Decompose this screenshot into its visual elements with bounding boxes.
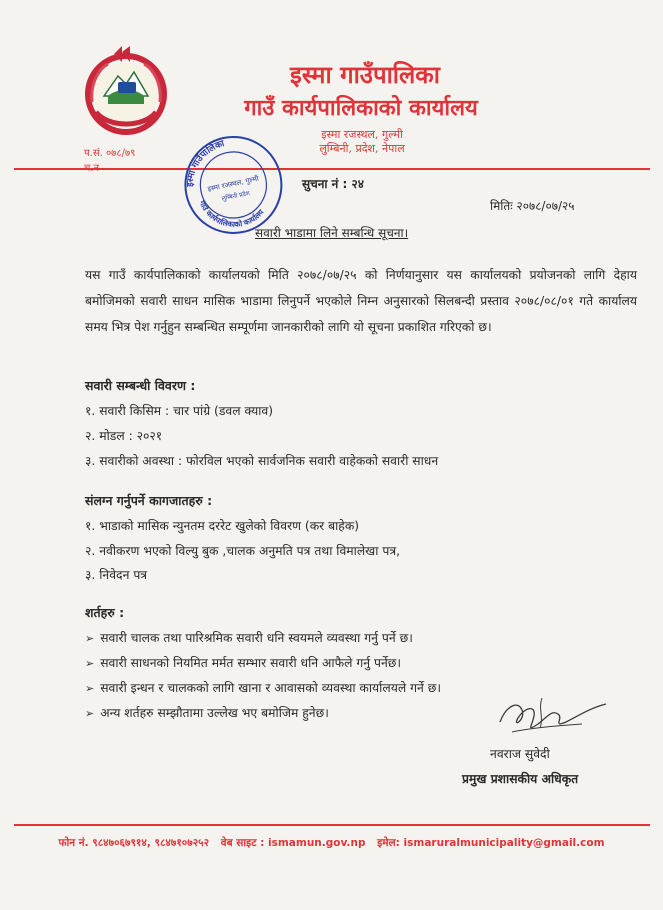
- stamp-text-mid: गाउँ कार्यपालिकाको कार्यालय: [197, 199, 266, 230]
- stamp-text-top: इस्मा गाउँपालिका: [185, 139, 226, 187]
- footer-contact: [0, 836, 663, 850]
- condition-text: अन्य शर्तहरु सम्झौतामा उल्लेख भए बमोजिम हुनेछ।: [100, 706, 329, 720]
- documents-title: संलग्न गर्नुपर्ने कागजातहरु :: [85, 493, 213, 508]
- dispatch-number: [84, 160, 99, 174]
- vehicle-details-title: सवारी सम्बन्धी विवरण :: [85, 378, 196, 393]
- notice-body: यस गाउँ कार्यपालिकाको कार्यालयको मिति २०७८/०७/२५ को निर्णयानुसार यस कार्यालयको प्रयोजनको लागि देहाय बमोजिमको सवारी साधन मासिक भाडामा लिनुपर्ने भएकोले निम्न अनुसारको सिलबन्दी प्रस्ताव २०७८/०८/०१ गते कार्यालय समय भित्र पेश गर्नुहुन सम्बन्धित सम्पूर्णमा जानकारीको लागि यो सूचना प्रकाशित गरिएको छ।: [85, 268, 637, 334]
- address-line-1: इस्मा रजस्थल, गुल्मी: [321, 128, 403, 141]
- footer-web-label: वेब साइट :: [220, 837, 269, 849]
- notice-subject: सवारी भाडामा लिने सम्बन्धि सूचना।: [255, 226, 409, 240]
- header-divider: [14, 168, 650, 170]
- address-line-2: लुम्बिनी, प्रदेश, नेपाल: [319, 142, 405, 155]
- vehicle-detail-item: १. सवारी किसिम : चार पांग्रे (डवल क्याव): [85, 404, 274, 418]
- condition-text: सवारी चालक तथा पारिश्रमिक सवारी धनि स्वयमले व्यवस्था गर्नु पर्ने छ।: [100, 631, 413, 645]
- condition-item: [85, 704, 329, 721]
- notice-date: मितिः २०७८/०७/२५: [490, 199, 575, 213]
- footer-email-link[interactable]: ismaruralmunicipality@gmail.com: [403, 837, 605, 849]
- condition-item: [85, 679, 441, 696]
- document-item: १. भाडाको मासिक न्युनतम दररेट खुलेको विवरण (कर बाहेक): [85, 519, 360, 533]
- footer-phone: फोन नं. ९८४७०६७९१४, ९८४७१०७२५२: [58, 837, 210, 849]
- conditions-title: शर्तहरु :: [85, 605, 125, 620]
- stamp-text-bottom: इस्मा रजस्थल, गुल्मी: [206, 174, 260, 194]
- condition-item: [85, 654, 401, 671]
- footer-website-link[interactable]: ismamun.gov.np: [268, 837, 366, 849]
- arrow-bullet-icon: ➢: [85, 632, 95, 645]
- footer-email-label: इमेल:: [377, 837, 404, 849]
- arrow-bullet-icon: ➢: [85, 682, 95, 695]
- vehicle-detail-item: २. मोडल : २०२१: [85, 429, 163, 443]
- condition-text: सवारी साधनको नियमित मर्मत सम्भार सवारी धनि आफैले गर्नु पर्नेछ।: [100, 656, 402, 670]
- stamp-text-last: लुम्बिनी प्रदेश: [221, 189, 251, 203]
- arrow-bullet-icon: ➢: [85, 707, 95, 720]
- office-name: गाउँ कार्यपालिकाको कार्यालय: [244, 96, 478, 121]
- notice-number: सुचना नं : २४: [302, 177, 364, 191]
- signatory-title: प्रमुख प्रशासकीय अधिकृत: [462, 772, 579, 786]
- reference-number: प.सं. ०७८/७९: [84, 148, 136, 159]
- document-item: २. नवीकरण भएको विल्यु बुक ,चालक अनुमति पत्र तथा विमालेखा पत्र,: [85, 544, 401, 558]
- signatory-name: नवराज सुवेदी: [490, 747, 550, 761]
- organization-name: इस्मा गाउँपालिका: [290, 61, 440, 89]
- condition-text: सवारी इन्धन र चालकको लागि खाना र आवासको व्यवस्था कार्यालयले गर्ने छ।: [100, 681, 442, 695]
- footer-divider: [14, 824, 650, 826]
- document-item: ३. निवेदन पत्र: [85, 568, 148, 582]
- vehicle-detail-item: ३. सवारीको अवस्था : फोरविल भएको सार्वजनिक सवारी वाहेकको सवारी साधन: [85, 454, 439, 468]
- arrow-bullet-icon: ➢: [85, 657, 95, 670]
- nepal-emblem-icon: [78, 42, 174, 138]
- condition-item: [85, 629, 413, 646]
- handwritten-signature: [482, 688, 612, 748]
